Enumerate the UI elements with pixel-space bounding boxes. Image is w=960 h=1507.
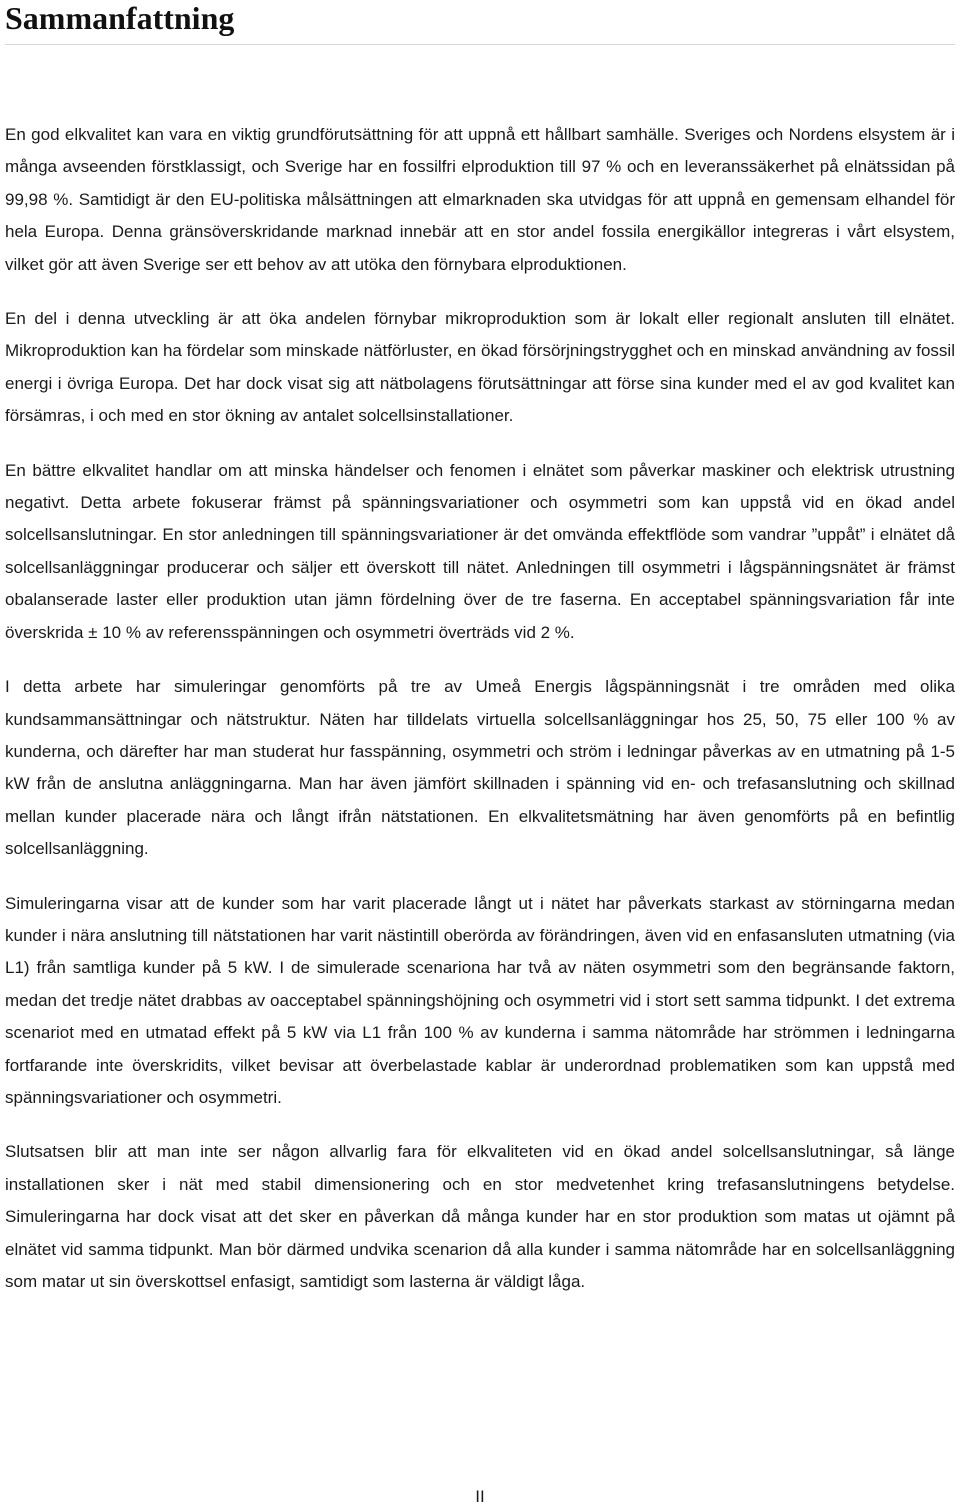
paragraph-5: Simuleringarna visar att de kunder som har varit placerade långt ut i nätet har påverkats starkast av störningarna medan kunder i nära anslutning till nätstationen har varit nästintill oberörda av förändringen, även vid en enfasansluten utmatning (via L1) från samtliga kunder på 5 kW. I de simulerade scenariona har två av näten osymmetri som den begränsande faktorn, medan det tredje nätet drabbas av oacceptabel spänningshöjning och osymmetri vid i stort sett samma tidpunkt. I det extrema scenariot med en utmatad effekt på 5 kW via L1 från 100 % av kunderna i samma nätområde har strömmen i ledningarna fortfarande inte överskridits, vilket bevisar att överbelastade kablar är underordnad problematiken som kan uppstå med spänningsvariationer och osymmetri. — [5, 893, 955, 1107]
paragraph-6: Slutsatsen blir att man inte ser någon allvarlig fara för elkvaliteten vid en ökad andel solcellsanslutningar, så länge installationen sker i nät med stabil dimensionering och en stor medvetenhet kring trefasanslutningens betydelse. Simuleringarna har dock visat att det sker en påverkan då många kunder har en stor produktion som matas ut ojämnt på elnätet vid samma tidpunkt. Man bör därmed undvika scenarion då alla kunder i samma nätområde har en solcellsanläggning som matar ut sin överskottsel enfasigt, samtidigt som lasterna är väldigt låga. — [5, 1142, 955, 1291]
page-title: Sammanfattning — [5, 0, 235, 36]
title-divider — [5, 44, 955, 45]
paragraph-2: En del i denna utveckling är att öka andelen förnybar mikroproduktion som är lokalt eller regionalt ansluten till elnätet. Mikroproduktion kan ha fördelar som minskade nätförluster, en ökad försörjningstrygghet och en minskad användning av fossil energi i övriga Europa. Det har dock visat sig att nätbolagens förutsättningar att förse sina kunder med el av god kvalitet kan försämras, i och med en stor ökning av antalet solcellsinstallationer. — [5, 309, 955, 426]
page-number: II — [475, 1487, 485, 1506]
summary-body — [5, 119, 955, 1320]
paragraph-3: En bättre elkvalitet handlar om att minska händelser och fenomen i elnätet som påverkar maskiner och elektrisk utrustning negativt. Detta arbete fokuserar främst på spänningsvariationer och osymmetri som kan uppstå vid en ökad andel solcellsanslutningar. En stor anledningen till spänningsvariationer är det omvända effektflöde som vandrar ”uppåt” i elnätet då solcellsanläggningar producerar och säljer ett överskott till nätet. Anledningen till osymmetri i lågspänningsnätet är främst obalanserade laster eller produktion utan jämn fördelning över de tre faserna. En acceptabel spänningsvariation får inte överskrida ± 10 % av referensspänningen och osymmetri överträds vid 2 %. — [5, 460, 955, 642]
paragraph-1: En god elkvalitet kan vara en viktig grundförutsättning för att uppnå ett hållbart samhälle. Sveriges och Nordens elsystem är i många avseenden förstklassigt, och Sverige har en fossilfri elproduktion till 97 % och en leveranssäkerhet på elnätssidan på 99,98 %. Samtidigt är den EU-politiska målsättningen att elmarknaden ska utvidgas för att uppnå en gemensam elhandel för hela Europa. Denna gränsöverskridande marknad innebär att en stor andel fossila energikällor integreras i vårt elsystem, vilket gör att även Sverige ser ett behov av att utöka den förnybara elproduktionen. — [5, 125, 955, 274]
document-page — [5, 0, 955, 1507]
paragraph-4: I detta arbete har simuleringar genomförts på tre av Umeå Energis lågspänningsnät i tre områden med olika kundsammansättningar och nätstruktur. Näten har tilldelats virtuella solcellsanläggningar hos 25, 50, 75 eller 100 % av kunderna, och därefter har man studerat hur fasspänning, osymmetri och ström i ledningar påverkas av en utmatning på 1-5 kW från de anslutna anläggningarna. Man har även jämfört skillnaden i spänning vid en- och trefasanslutning och skillnad mellan kunder placerade nära och långt ifrån nätstationen. En elkvalitetsmätning har även genomförts på en befintlig solcellsanläggning. — [5, 677, 955, 859]
